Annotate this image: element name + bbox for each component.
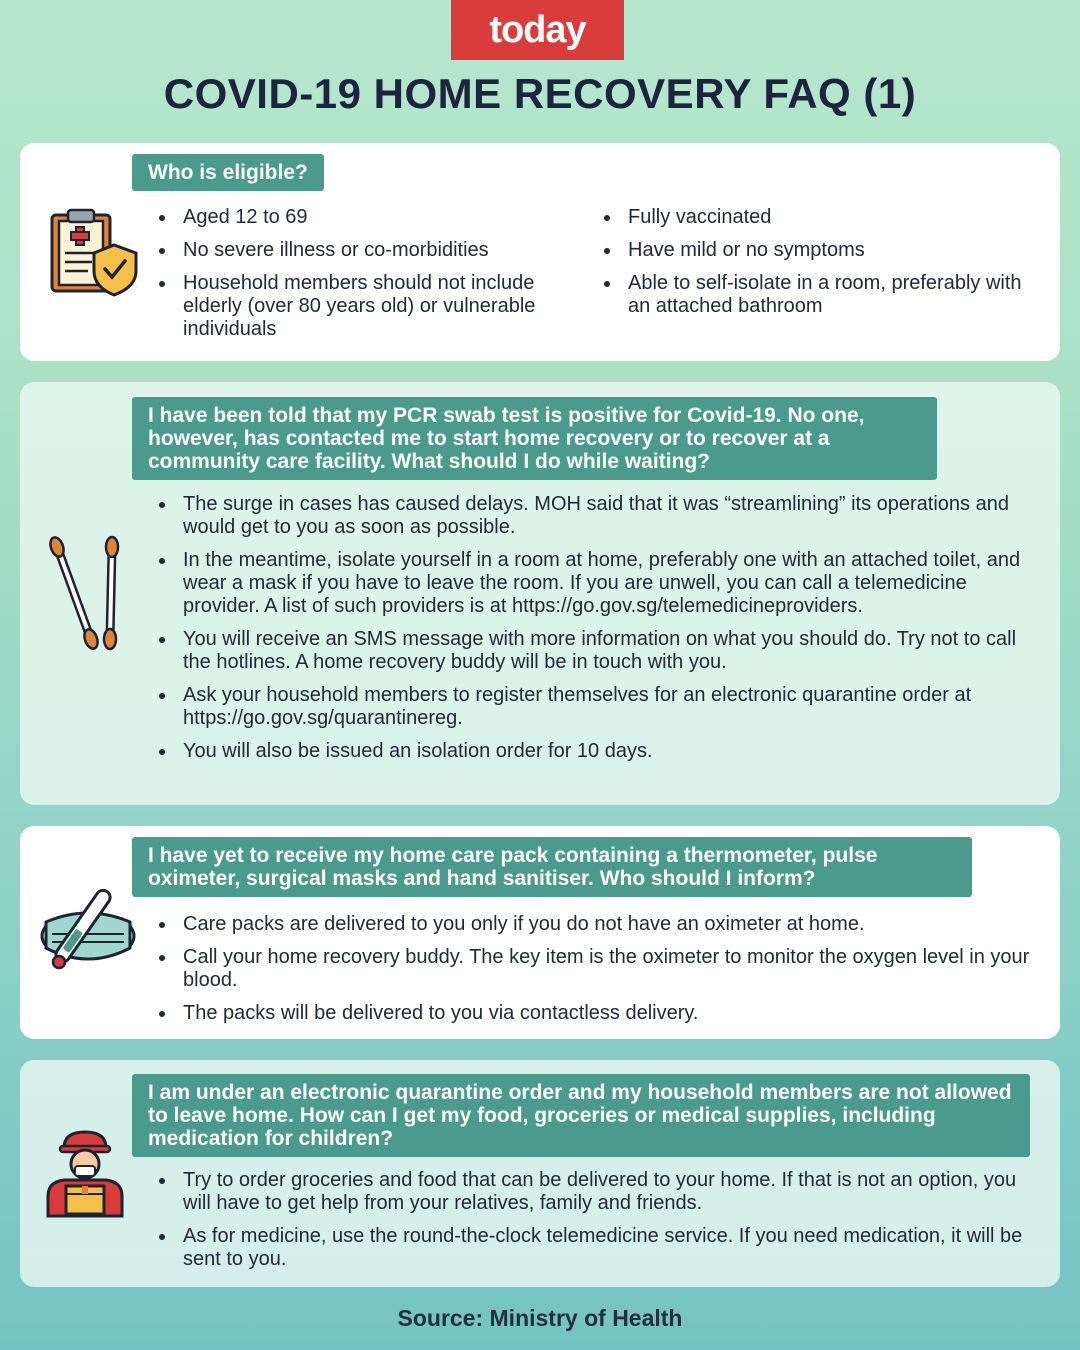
list-item: Care packs are delivered to you only if you do not have an oximeter at home. [155,913,1040,936]
question-heading: Who is eligible? [132,154,324,191]
faq-card-eligibility [20,143,1060,361]
list-item: In the meantime, isolate yourself in a room at home, preferably one with an attached toilet, and wear a mask if you have to leave the room. If you are unwell, you can call a telemedicine provider. A list of such providers is at https://go.gov.sg/telemedicineproviders. [155,549,1040,618]
care-pack-list [155,913,1040,1035]
clipboard-shield-icon [48,207,140,304]
list-item: Ask your household members to register themselves for an electronic quarantine order at https://go.gov.sg/quarantinereg. [155,684,1040,730]
mask-thermometer-icon [36,882,140,987]
list-item: Have mild or no symptoms [600,239,1040,262]
swab-sticks-icon [46,535,126,658]
list-item: You will receive an SMS message with more information on what you should do. Try not to call the hotlines. A home recovery buddy will be in touch with you. [155,628,1040,674]
question-heading: I am under an electronic quarantine order and my household members are not allowed to leave home. How can I get my food, groceries or medical supplies, including medication for children? [132,1074,1030,1157]
eligibility-list-right [600,206,1040,328]
list-item: The surge in cases has caused delays. MOH said that it was “streamlining” its operations and would get to you as soon as possible. [155,493,1040,539]
list-item: Able to self-isolate in a room, preferably with an attached bathroom [600,272,1040,318]
list-item: As for medicine, use the round-the-clock telemedicine service. If you need medication, it will be sent to you. [155,1225,1040,1271]
quarantine-supplies-list [155,1169,1040,1281]
list-item: Household members should not include elderly (over 80 years old) or vulnerable individuals [155,272,595,341]
delivery-person-icon [42,1128,128,1223]
pcr-advice-list [155,493,1040,773]
list-item: Aged 12 to 69 [155,206,595,229]
list-item: Try to order groceries and food that can be delivered to your home. If that is not an option, you will have to get help from your relatives, family and friends. [155,1169,1040,1215]
list-item: You will also be issued an isolation order for 10 days. [155,740,1040,763]
list-item: The packs will be delivered to you via contactless delivery. [155,1002,1040,1025]
eligibility-list-left [155,206,595,351]
list-item: No severe illness or co-morbidities [155,239,595,262]
list-item: Call your home recovery buddy. The key item is the oximeter to monitor the oxygen level in your blood. [155,946,1040,992]
faq-card-pcr-positive [20,382,1060,805]
faq-card-care-pack [20,826,1060,1039]
source-credit: Source: Ministry of Health [397,1305,683,1331]
question-heading: I have yet to receive my home care pack containing a thermometer, pulse oximeter, surgical masks and hand sanitiser. Who should I inform? [132,837,972,897]
list-item: Fully vaccinated [600,206,1040,229]
page-title: COVID-19 HOME RECOVERY FAQ (1) [163,70,917,117]
today-logo: today [451,0,624,60]
question-heading: I have been told that my PCR swab test is positive for Covid-19. No one, however, has contacted me to start home recovery or to recover at a community care facility. What should I do while waiting? [132,397,937,480]
faq-card-quarantine-supplies [20,1060,1060,1287]
